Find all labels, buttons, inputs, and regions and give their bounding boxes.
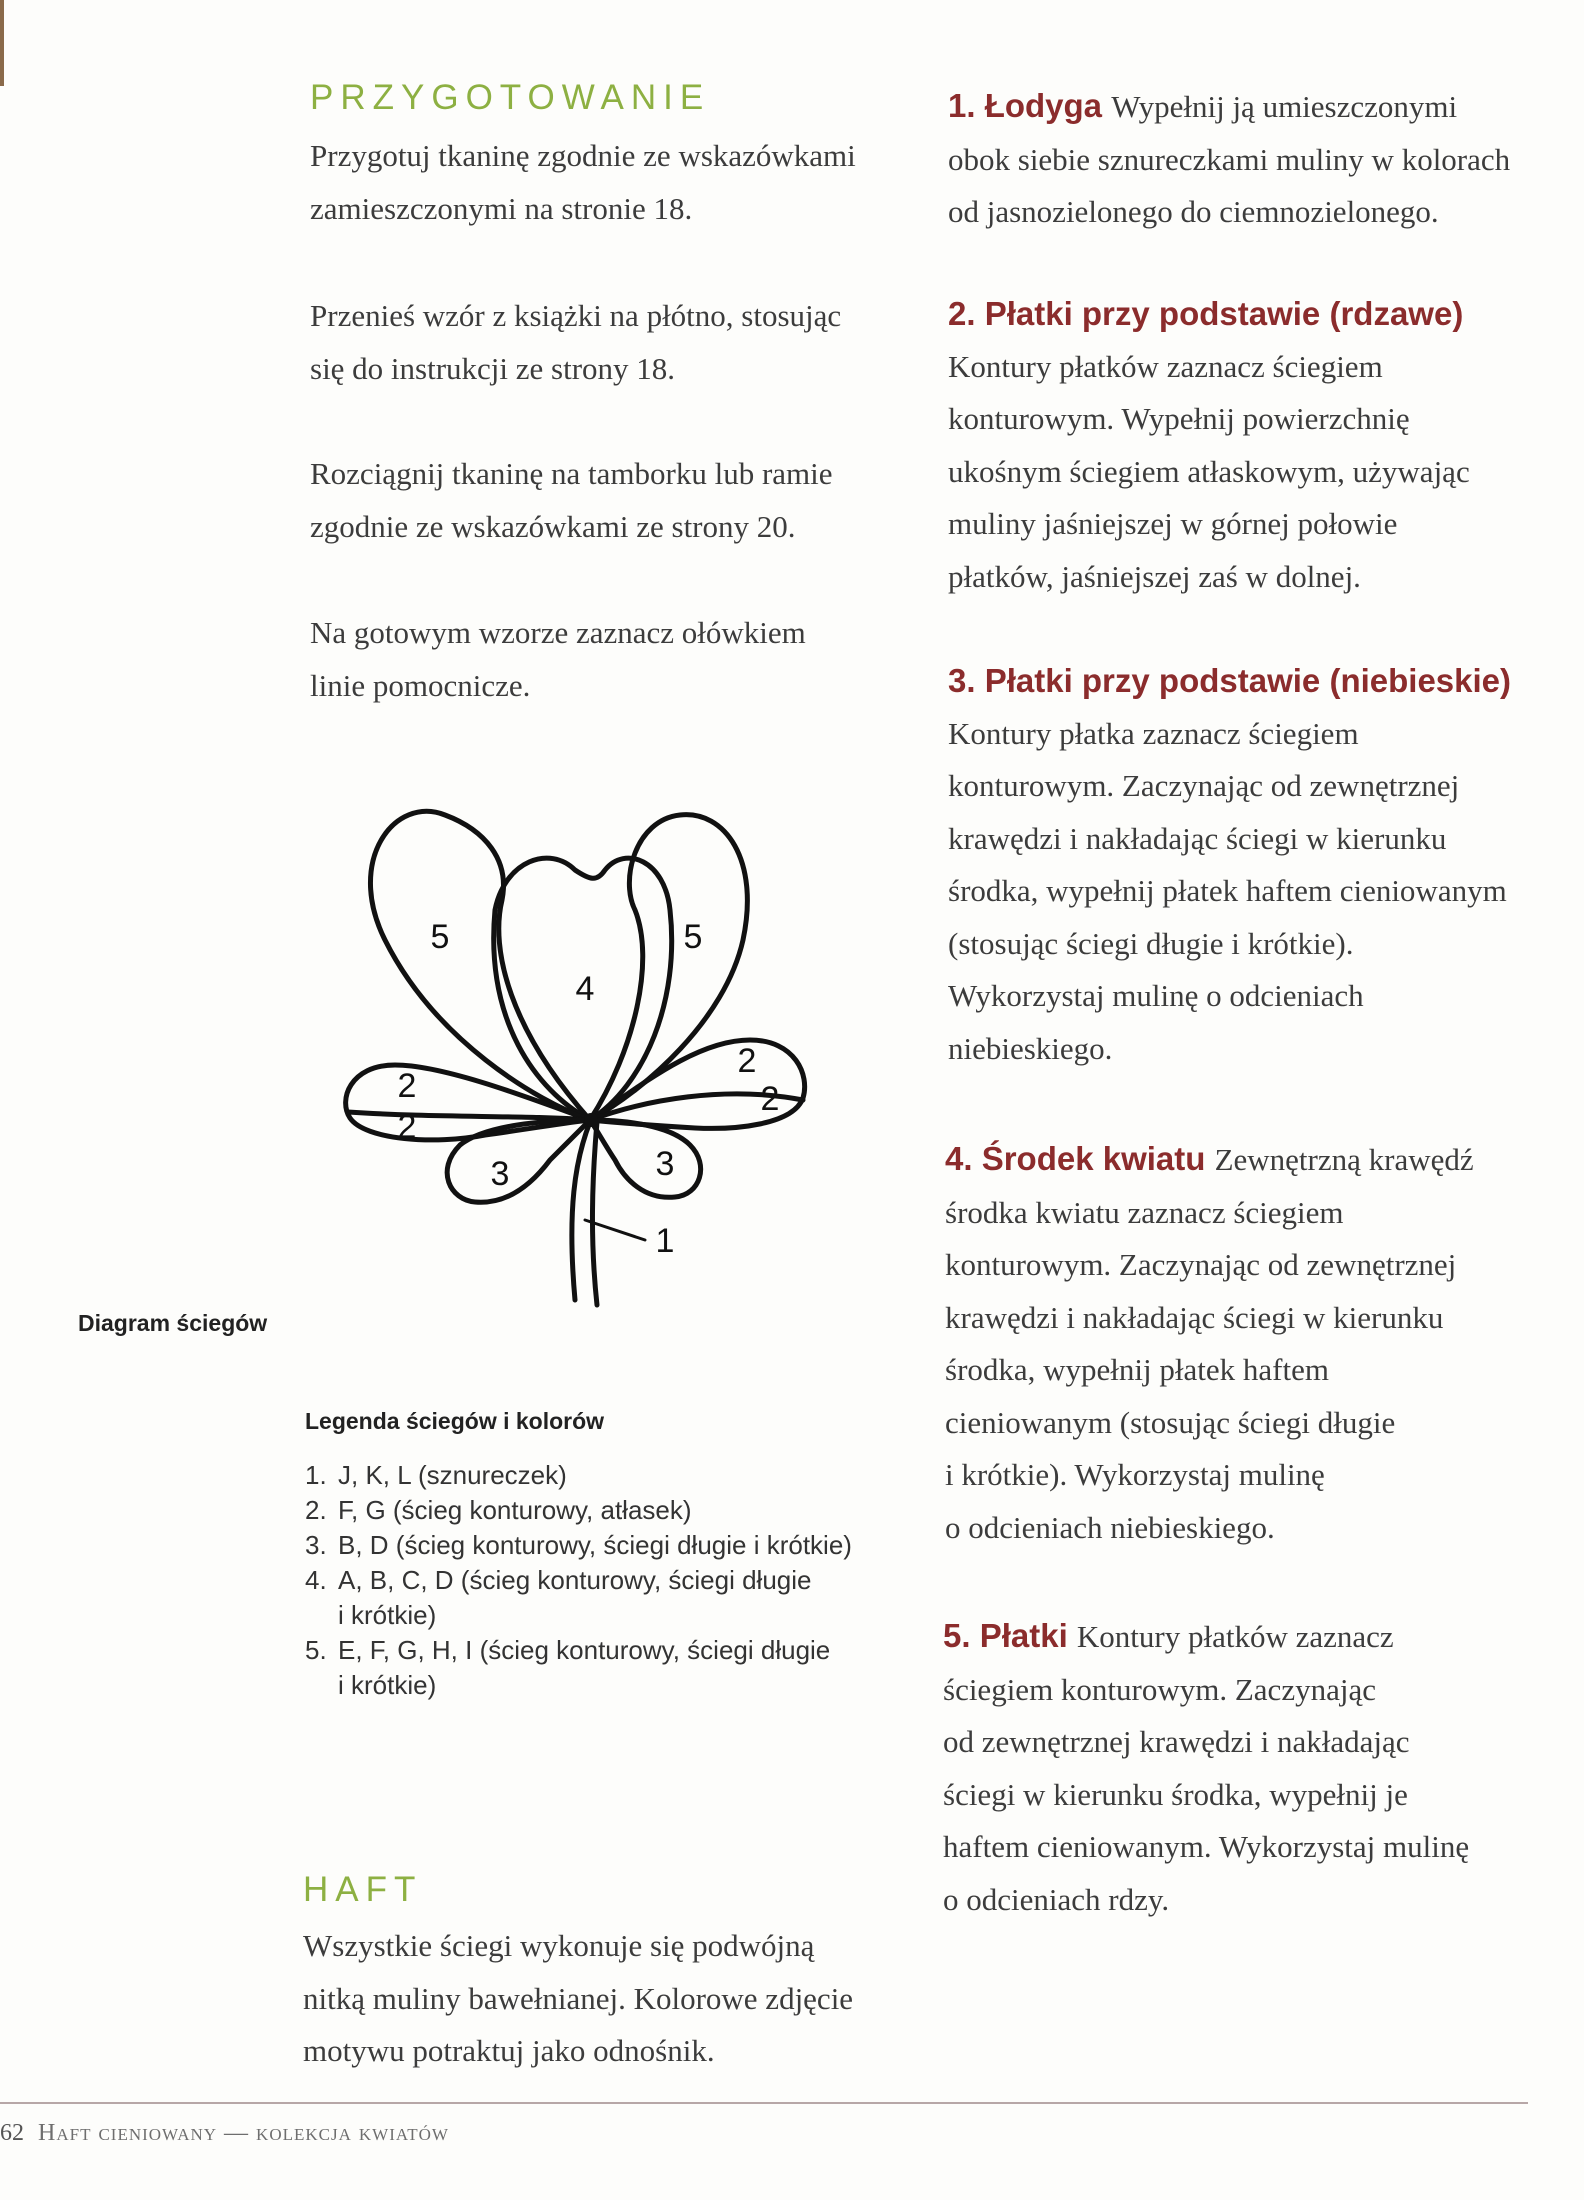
diagram-label: 2	[397, 1108, 417, 1146]
step-5: 5. Płatki Kontury płatków zaznacz ściegiem konturowym. Zaczynając od zewnętrznej krawędzi i nakładając ściegi w kierunku środka, wypełnij je haftem cieniowanym. Wykorzystaj mulinę o odcieniach rdzy.	[943, 1617, 1470, 1917]
step-3: 3. Płatki przy podstawie (niebieskie) Kontury płatka zaznacz ściegiem konturowym. Zaczynając od zewnętrznej krawędzi i nakładając ściegi w kierunku środka, wypełnij płatek haftem cieniowanym (stosując ściegi długie i krótkie). Wykorzystaj mulinę o odcieniach niebieskiego.	[948, 655, 1548, 1075]
prep-line: się do instrukcji ze strony 18.	[310, 350, 676, 386]
diagram-caption: Diagram ściegów	[78, 1310, 268, 1336]
step-title: 3. Płatki przy podstawie (niebieskie)	[948, 662, 1512, 699]
step-2: 2. Płatki przy podstawie (rdzawe) Kontury płatków zaznacz ściegiem konturowym. Wypełnij powierzchnię ukośnym ściegiem atłaskowym, używając muliny jaśniejszej w górnej połowie płatków, jaśniejszej zaś w dolnej.	[948, 288, 1548, 603]
legend-title: Legenda ściegów i kolorów	[305, 1408, 605, 1434]
diagram-label: 3	[490, 1155, 510, 1193]
prep-line: Rozciągnij tkaninę na tamborku lub ramie	[310, 456, 833, 491]
legend-item: 4. A, B, C, D (ścieg konturowy, ściegi długie i krótkie)	[305, 1565, 812, 1630]
running-title: Haft cieniowany — kolekcja kwiatów	[38, 2120, 449, 2146]
prep-paragraph-4	[310, 607, 806, 712]
diagram-label: 4	[575, 970, 595, 1008]
diagram-label: 2	[737, 1042, 757, 1080]
prep-paragraph-1	[310, 130, 856, 235]
flower-center-dot	[584, 1113, 598, 1127]
prep-line: Na gotowym wzorze zaznacz ołówkiem	[310, 615, 806, 650]
petal-small-right-outline	[590, 1120, 701, 1197]
diagram-label: 2	[397, 1067, 417, 1105]
stem-left-line	[572, 1122, 590, 1300]
page-footer	[0, 2120, 449, 2147]
prep-line: zamieszczonymi na stronie 18.	[310, 190, 693, 226]
prep-heading: PRZYGOTOWANIE	[310, 78, 711, 117]
stem-right-line	[592, 1122, 597, 1305]
page-number: 62	[0, 2120, 24, 2146]
legend-item: 1. J, K, L (sznureczek)	[305, 1460, 567, 1490]
diagram-label: 3	[655, 1145, 675, 1183]
prep-paragraph-2	[310, 290, 841, 395]
haft-heading: HAFT	[303, 1870, 423, 1909]
step-1: 1. Łodyga Wypełnij ją umieszczonymi obok siebie sznureczkami muliny w kolorach od jasnozielonego do ciemnozielonego.	[948, 87, 1511, 229]
step-4: 4. Środek kwiatu Zewnętrzną krawędź środka kwiatu zaznacz ściegiem konturowym. Zaczynając od zewnętrznej krawędzi i nakładając ściegi w kierunku środka, wypełnij płatek haftem cieniowanym (stosując ściegi długie i krótkie). Wykorzystaj mulinę o odcieniach niebieskiego.	[945, 1140, 1474, 1545]
page-corner-mark	[0, 0, 4, 86]
legend-item: 5. E, F, G, H, I (ścieg konturowy, ściegi długie i krótkie)	[305, 1635, 831, 1700]
legend-list	[305, 1458, 905, 1703]
prep-line: Przygotuj tkaninę zgodnie ze wskazówkami	[310, 138, 856, 173]
diagram-label: 5	[683, 918, 703, 956]
legend-item: 2. F, G (ścieg konturowy, atłasek)	[305, 1495, 692, 1525]
stitch-diagram	[335, 800, 835, 1330]
prep-line: linie pomocnicze.	[310, 667, 531, 703]
step-title: 4. Środek kwiatu	[945, 1140, 1215, 1177]
diagram-label: 5	[430, 918, 450, 956]
haft-paragraph: Wszystkie ściegi wykonuje się podwójną nitką muliny bawełnianej. Kolorowe zdjęcie motywu potraktuj jako odnośnik.	[303, 1928, 854, 2068]
step-title: 1. Łodyga	[948, 87, 1112, 124]
prep-line: Przenieś wzór z książki na płótno, stosując	[310, 298, 842, 333]
legend-item: 3. B, D (ścieg konturowy, ściegi długie i krótkie)	[305, 1530, 852, 1560]
step-title: 2. Płatki przy podstawie (rdzawe)	[948, 295, 1464, 332]
diagram-label: 1	[655, 1222, 675, 1260]
step-title: 5. Płatki	[943, 1617, 1077, 1654]
prep-line: zgodnie ze wskazówkami ze strony 20.	[310, 508, 796, 544]
diagram-label: 2	[760, 1080, 780, 1118]
footer-rule	[0, 2102, 1528, 2104]
prep-paragraph-3	[310, 448, 833, 553]
